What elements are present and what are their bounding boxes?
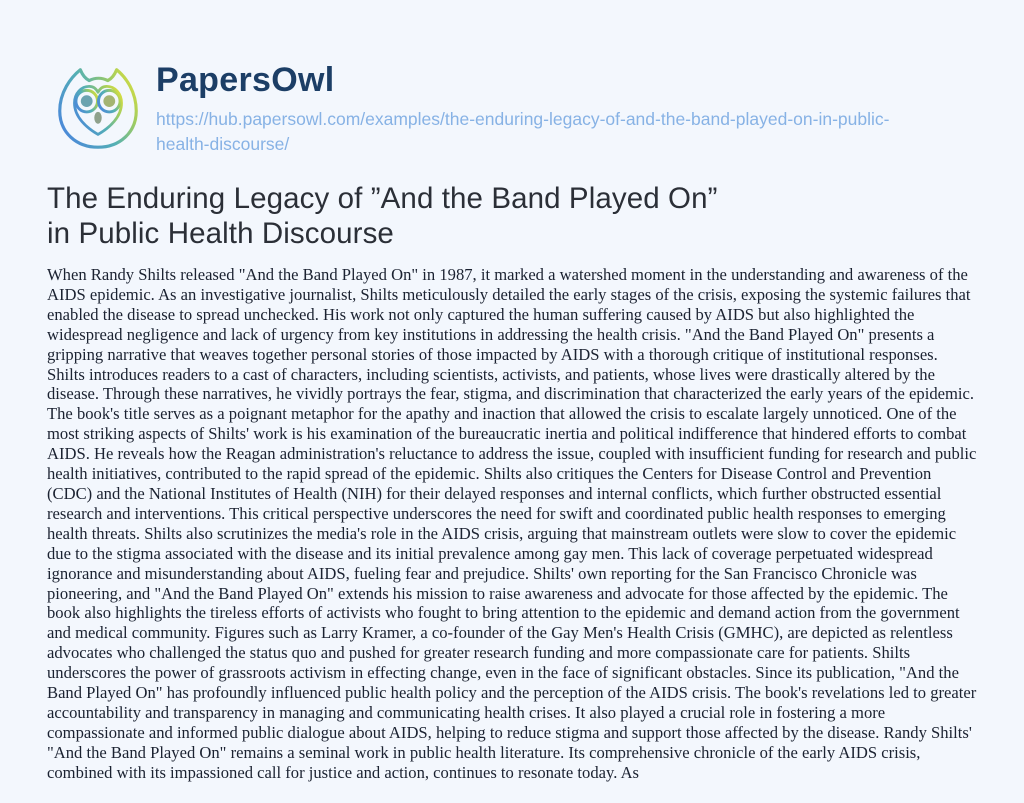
owl-icon <box>47 56 149 160</box>
page-title-line-1: The Enduring Legacy of ”And the Band Played On” <box>47 182 718 215</box>
page-title-line-2: in Public Health Discourse <box>47 217 394 250</box>
papersowl-logo <box>47 56 149 160</box>
page-title <box>47 181 977 251</box>
page-header <box>47 56 977 160</box>
brand-name: PapersOwl <box>156 61 335 99</box>
essay-body: When Randy Shilts released "And the Band Played On" in 1987, it marked a watershed moment in the understanding and awareness of the AIDS epidemic. As an investigative journalist, Shilts meticulously detailed the early stages of the crisis, exposing the systemic failures that enabled the disease to spread unchecked. His work not only captured the human suffering caused by AIDS but also highlighted the widespread negligence and lack of urgency from key institutions in addressing the health crisis. "And the Band Played On" presents a gripping narrative that weaves together personal stories of those impacted by AIDS with a thorough critique of institutional responses. Shilts introduces readers to a cast of characters, including scientists, activists, and patients, whose lives were drastically altered by the disease. Through these narratives, he vividly portrays the fear, stigma, and discrimination that characterized the early years of the epidemic. The book's title serves as a poignant metaphor for the apathy and inaction that allowed the crisis to escalate largely unnoticed. One of the most striking aspects of Shilts' work is his examination of the bureaucratic inertia and political indifference that hindered efforts to combat AIDS. He reveals how the Reagan administration's reluctance to address the issue, coupled with insufficient funding for research and public health initiatives, contributed to the rapid spread of the epidemic. Shilts also critiques the Centers for Disease Control and Prevention (CDC) and the National Institutes of Health (NIH) for their delayed responses and internal conflicts, which further obstructed essential research and interventions. This critical perspective underscores the need for swift and coordinated public health responses to emerging health threats. Shilts also scrutinizes the media's role in the AIDS crisis, arguing that mainstream outlets were slow to cover the epidemic due to the stigma associated with the disease and its initial prevalence among gay men. This lack of coverage perpetuated widespread ignorance and misunderstanding about AIDS, fueling fear and prejudice. Shilts' own reporting for the San Francisco Chronicle was pioneering, and "And the Band Played On" extends his mission to raise awareness and advocate for those affected by the epidemic. The book also highlights the tireless efforts of activists who fought to bring attention to the epidemic and demand action from the government and medical community. Figures such as Larry Kramer, a co-founder of the Gay Men's Health Crisis (GMHC), are depicted as relentless advocates who challenged the status quo and pushed for greater research funding and more compassionate care for patients. Shilts underscores the power of grassroots activism in effecting change, even in the face of significant obstacles. Since its publication, "And the Band Played On" has profoundly influenced public health policy and the perception of the AIDS crisis. The book's revelations led to greater accountability and transparency in managing and communicating health crises. It also played a crucial role in fostering a more compassionate and informed public dialogue about AIDS, helping to reduce stigma and support those affected by the disease. Randy Shilts' "And the Band Played On" remains a seminal work in public health literature. Its comprehensive chronicle of the early AIDS crisis, combined with its impassioned call for justice and action, continues to resonate today. As <box>47 265 977 782</box>
source-url-link[interactable]: https://hub.papersowl.com/examples/the-enduring-legacy-of-and-the-band-played-on-in-public-health-discourse/ <box>156 109 890 154</box>
brand-block <box>156 56 904 157</box>
